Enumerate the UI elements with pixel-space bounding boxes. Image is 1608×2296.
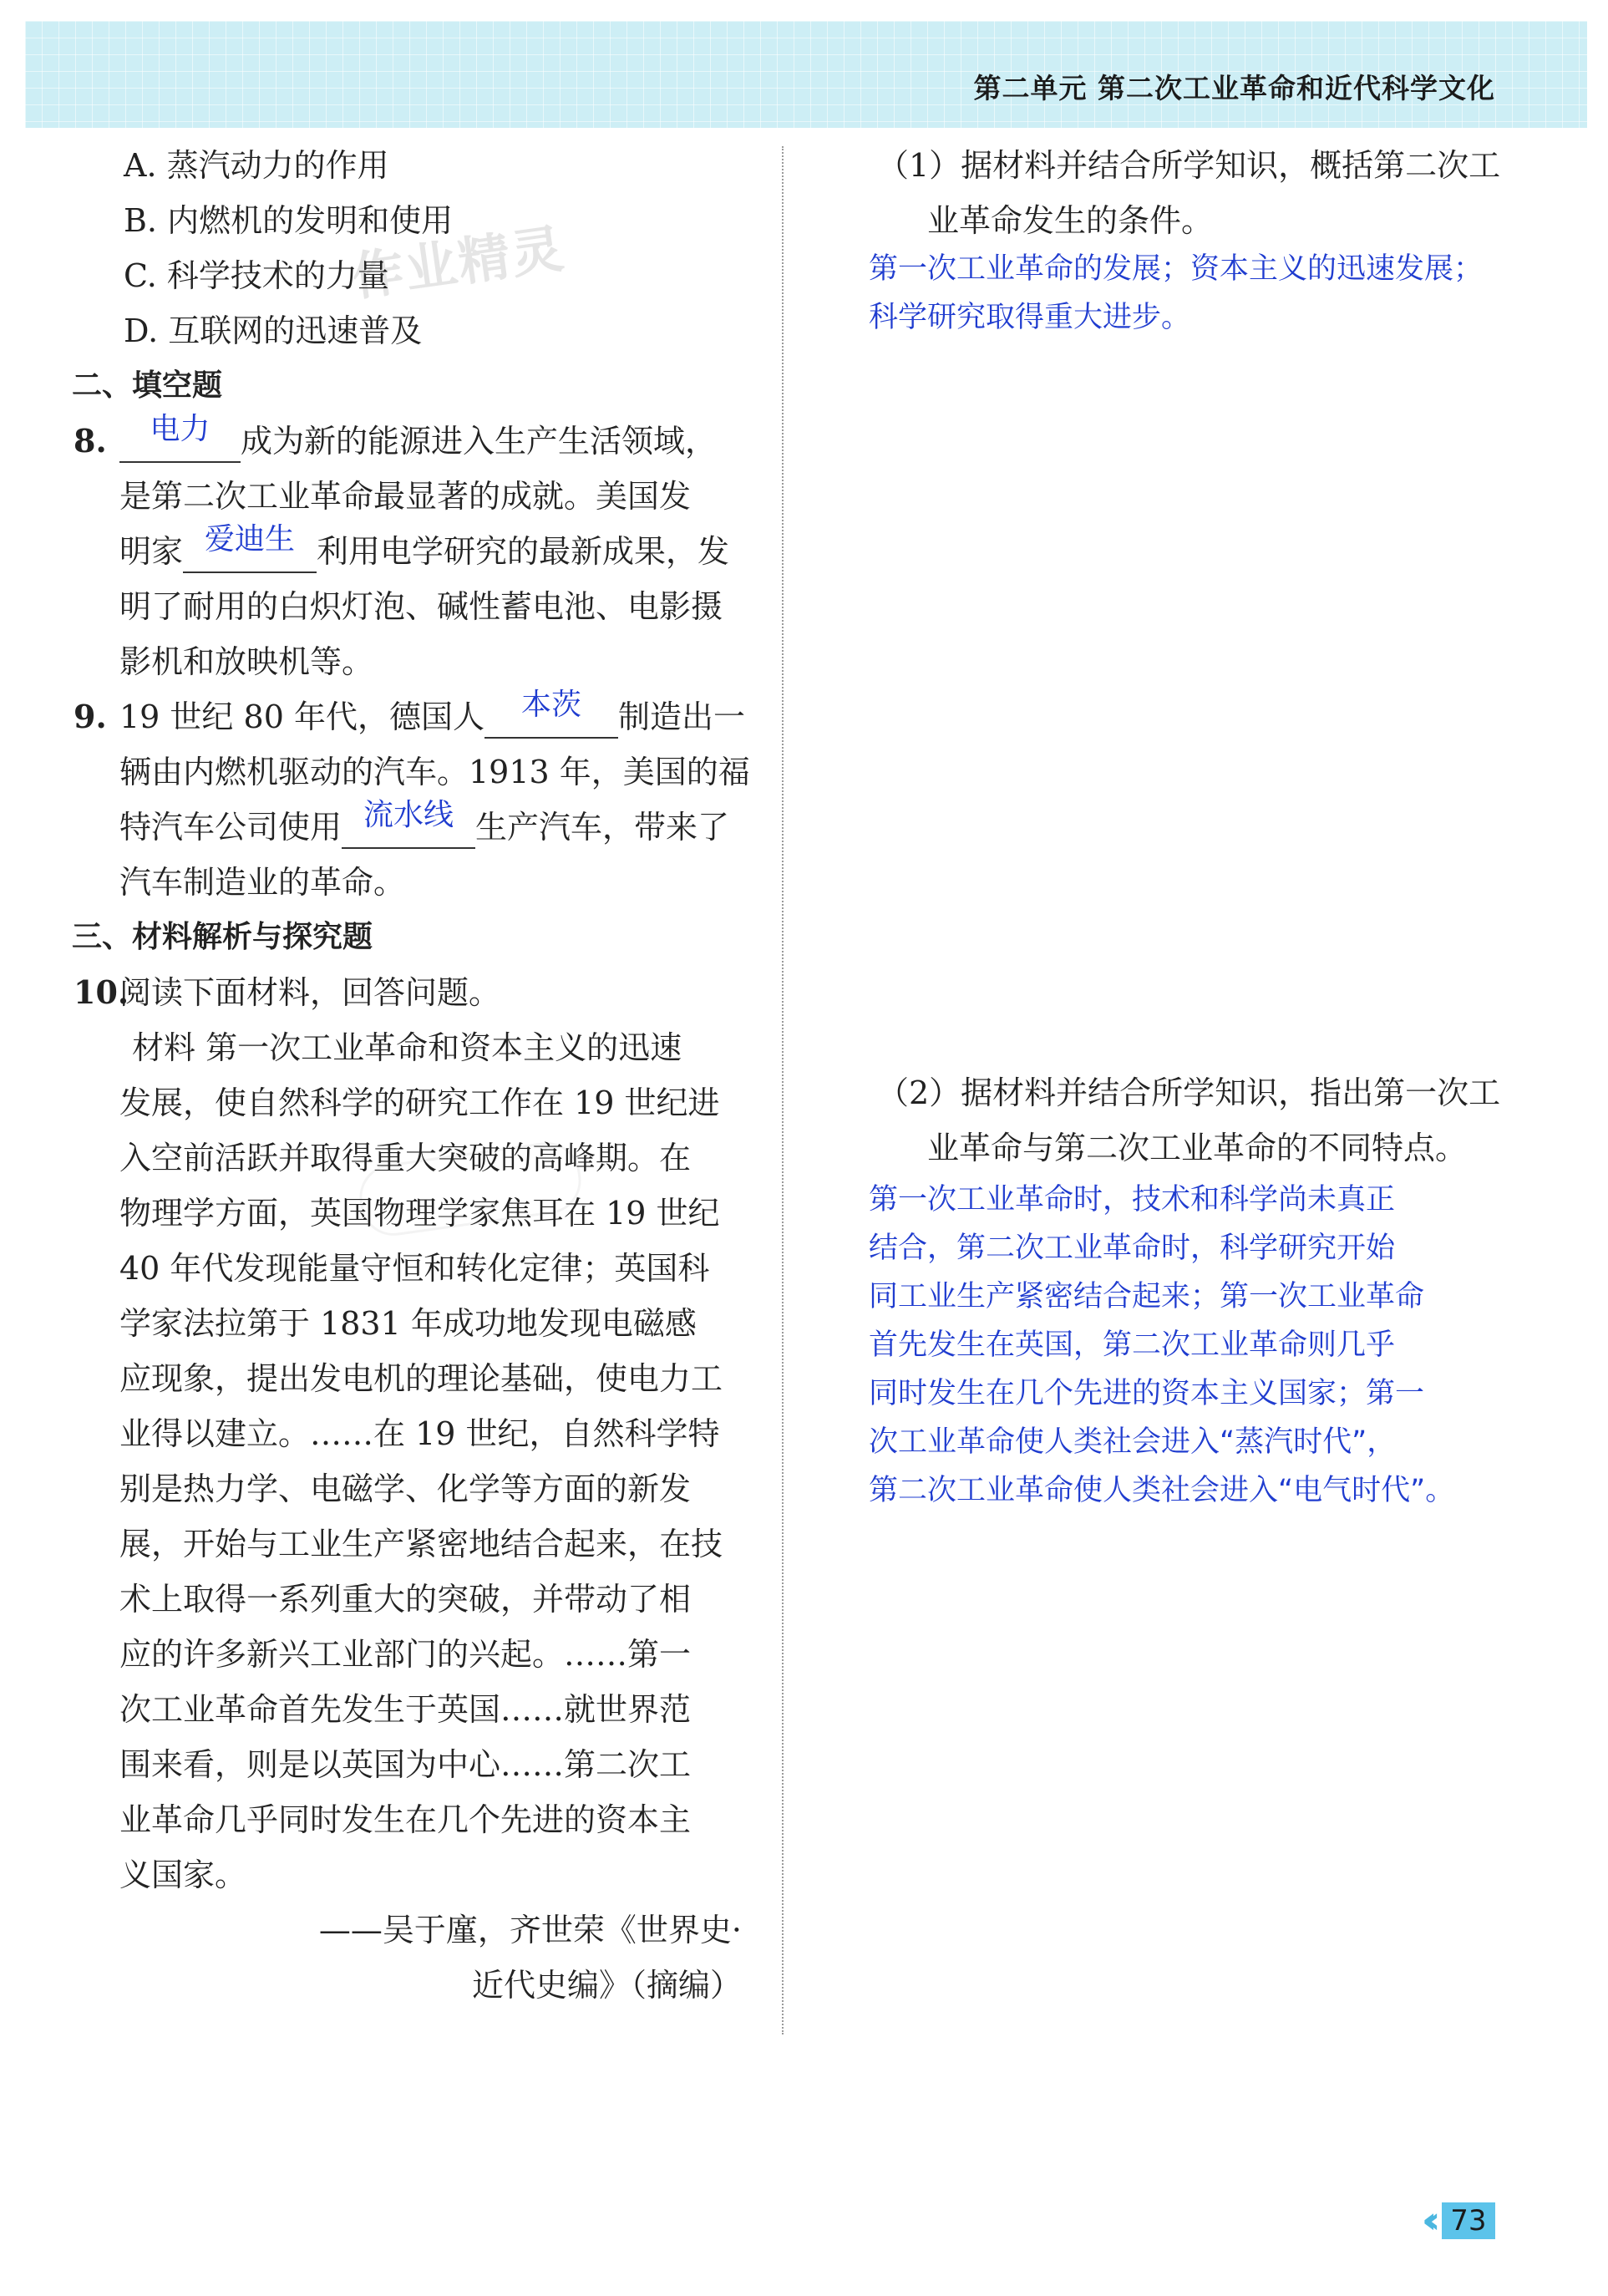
answer-1 xyxy=(869,245,1545,342)
q9-line4: 汽车制造业的革命。 xyxy=(119,864,406,901)
q9-text3b: 生产汽车，带来了 xyxy=(475,809,730,846)
q9-text1a: 19 世纪 80 年代，德国人 xyxy=(119,698,484,735)
q8-answer2: 爱迪生 xyxy=(205,522,296,556)
column-divider xyxy=(782,146,784,2034)
page-number-tag xyxy=(1422,2199,1495,2242)
q10-1-line2: 业革命发生的条件。 xyxy=(927,202,1214,239)
material-line: 次工业革命首先发生于英国……就世界范 xyxy=(119,1691,692,1728)
material-line: 业得以建立。……在 19 世纪，自然科学特 xyxy=(119,1415,720,1452)
q10-2-line2: 业革命与第二次工业革命的不同特点。 xyxy=(927,1130,1468,1166)
q9-text3a: 特汽车公司使用 xyxy=(119,809,342,846)
q9-text1b: 制造出一 xyxy=(617,698,745,735)
material-source-2: 近代史编》（摘编） xyxy=(471,1967,742,2004)
answer-line: 第二次工业革命使人类社会进入“电气时代”。 xyxy=(869,1474,1455,1507)
option-a: A. 蒸汽动力的作用 xyxy=(124,147,389,184)
material-line: 围来看，则是以英国为中心……第二次工 xyxy=(119,1746,692,1783)
watermark-logo: 作业精灵 xyxy=(347,217,569,308)
material-line: 材料 第一次工业革命和资本主义的迅速 xyxy=(132,1029,682,1066)
material-line: 40 年代发现能量守恒和转化定律；英国科 xyxy=(119,1250,710,1287)
q8-line5: 影机和放映机等。 xyxy=(119,643,374,680)
material-line: 物理学方面，英国物理学家焦耳在 19 世纪 xyxy=(119,1195,720,1232)
material-line: 别是热力学、电磁学、化学等方面的新发 xyxy=(119,1471,692,1507)
q8-line2: 是第二次工业革命最显著的成就。美国发 xyxy=(119,478,692,515)
option-d: D. 互联网的迅速普及 xyxy=(124,312,423,349)
q10-2-line1: （2）据材料并结合所学知识，指出第一次工 xyxy=(877,1074,1501,1111)
q9-line1 xyxy=(74,689,754,744)
material-line: 术上取得一系列重大的突破，并带动了相 xyxy=(119,1581,692,1618)
answer-line: 次工业革命使人类社会进入“蒸汽时代”， xyxy=(869,1425,1397,1459)
q8-answer1: 电力 xyxy=(150,412,211,446)
q9-number: 9. xyxy=(74,698,107,735)
q8-text3a: 明家 xyxy=(119,533,184,570)
left-column xyxy=(74,138,754,2013)
answer-line: 同时发生在几个先进的资本主义国家；第一 xyxy=(869,1377,1425,1410)
q8-blank2[interactable] xyxy=(183,522,317,573)
q10-prompt: 阅读下面材料，回答问题。 xyxy=(119,974,501,1011)
option-b: B. 内燃机的发明和使用 xyxy=(124,202,454,239)
section-fill-blank: 二、填空题 xyxy=(72,368,223,403)
answer-line: 第一次工业革命的发展；资本主义的迅速发展； xyxy=(869,252,1484,286)
answer-line: 结合，第二次工业革命时，科学研究开始 xyxy=(869,1232,1396,1265)
answer-line: 同工业生产紧密结合起来；第一次工业革命 xyxy=(869,1280,1425,1313)
answer-line: 第一次工业革命时，技术和科学尚未真正 xyxy=(869,1183,1396,1217)
section-material-analysis: 三、材料解析与探究题 xyxy=(72,920,373,954)
q8-line1 xyxy=(74,414,754,469)
q9-blank1[interactable] xyxy=(484,688,618,739)
answer-line: 首先发生在英国，第二次工业革命则几乎 xyxy=(869,1328,1396,1362)
q8-number: 8. xyxy=(74,422,107,460)
material-line: 业革命几乎同时发生在几个先进的资本主 xyxy=(119,1801,692,1838)
q9-blank2[interactable] xyxy=(342,798,475,849)
answer-2 xyxy=(869,1176,1545,1515)
right-column xyxy=(869,138,1545,1515)
material-source-1: ——吴于廑，齐世荣《世界史· xyxy=(318,1912,742,1948)
unit-title: 第二单元 第二次工业革命和近代科学文化 xyxy=(973,72,1495,104)
q9-line2: 辆由内燃机驱动的汽车。1913 年，美国的福 xyxy=(119,754,750,790)
double-chevron-left-icon: ‹‹ xyxy=(1422,2199,1429,2242)
page-number: 73 xyxy=(1442,2202,1494,2239)
q8-text1: 成为新的能源进入生产生活领域， xyxy=(241,423,718,460)
material-line: 发展，使自然科学的研究工作在 19 世纪进 xyxy=(119,1085,720,1121)
q8-text3b: 利用电学研究的最新成果，发 xyxy=(317,533,730,570)
material-line: 入空前活跃并取得重大突破的高峰期。在 xyxy=(119,1140,692,1176)
q8-line3 xyxy=(74,524,754,579)
material-line: 应的许多新兴工业部门的兴起。……第一 xyxy=(119,1636,692,1673)
q8-blank1[interactable] xyxy=(119,412,241,463)
q8-line4: 明了耐用的白炽灯泡、碱性蓄电池、电影摄 xyxy=(119,588,723,625)
q9-answer1: 本茨 xyxy=(520,688,581,722)
material-line: 应现象，提出发电机的理论基础，使电力工 xyxy=(119,1360,723,1397)
answer-line: 科学研究取得重大进步。 xyxy=(869,301,1191,334)
q9-line3 xyxy=(74,800,754,855)
material-passage xyxy=(74,1020,754,2013)
material-line: 义国家。 xyxy=(119,1857,247,1893)
q10-prompt-line xyxy=(74,965,754,1020)
q10-1-line1: （1）据材料并结合所学知识，概括第二次工 xyxy=(877,147,1501,184)
q9-answer2: 流水线 xyxy=(363,798,454,832)
material-line: 展，开始与工业生产紧密地结合起来，在技 xyxy=(119,1526,723,1562)
option-c: C. 科学技术的力量 xyxy=(124,257,389,294)
material-line: 学家法拉第于 1831 年成功地发现电磁感 xyxy=(119,1305,697,1342)
q10-number: 10. xyxy=(74,973,129,1011)
